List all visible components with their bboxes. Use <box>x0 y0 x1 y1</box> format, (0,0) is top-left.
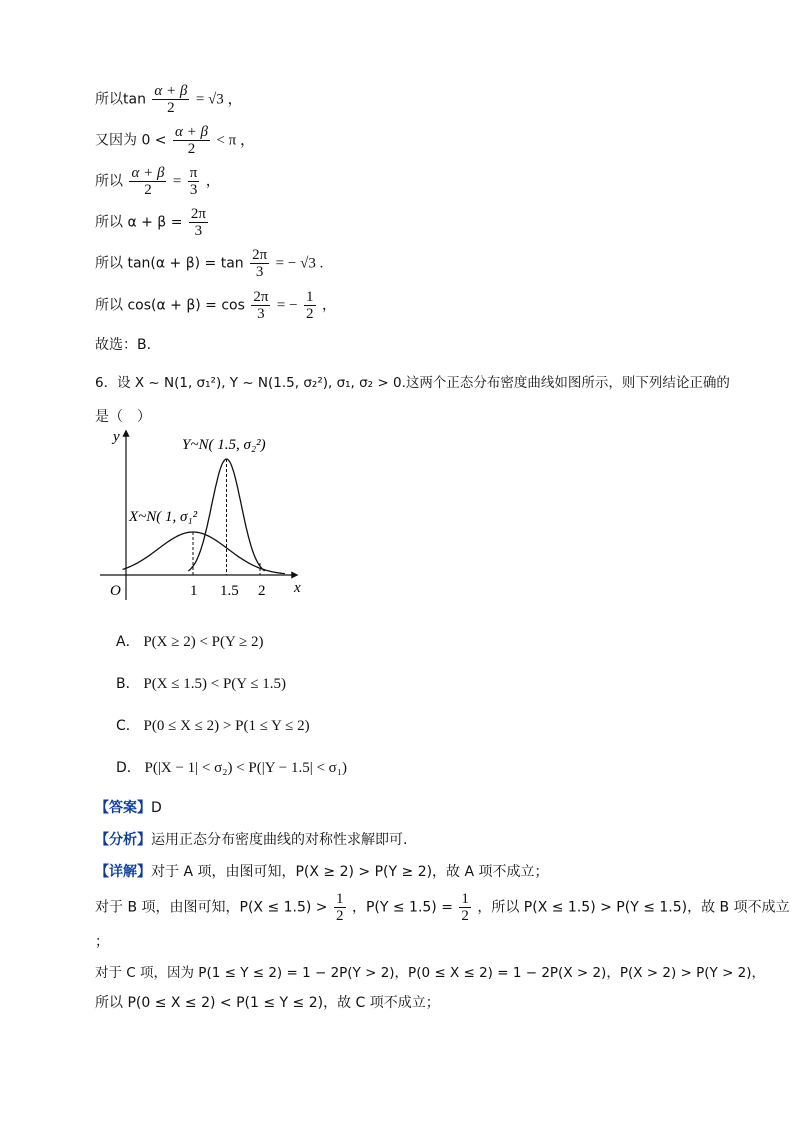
analysis-text: 运用正态分布密度曲线的对称性求解即可. <box>151 832 408 848</box>
option-d <box>116 757 347 777</box>
option-text: P(0 ≤ X ≤ 2) > P(1 ≤ Y ≤ 2) <box>143 718 310 734</box>
tick-label-1: 1 <box>190 583 198 599</box>
origin-label: O <box>110 583 121 599</box>
step-text: 所以 α + β = <box>95 214 183 231</box>
y-axis-label: y <box>113 429 120 445</box>
fraction: $\frac{1}{2}$ <box>461 891 469 924</box>
step-line-3 <box>95 165 220 198</box>
answer-text: D <box>151 800 162 816</box>
detail-text: 对于 A 项，由图可知，P(X ≥ 2) > P(Y ≥ 2)，故 A 项不成立； <box>151 864 549 880</box>
option-letter: D． <box>116 760 141 776</box>
fraction: $\frac{\alpha + \beta}{2}$ <box>175 124 208 157</box>
step-line-1 <box>95 83 243 116</box>
option-letter: C． <box>116 718 140 734</box>
option-text: P(X ≤ 1.5) < P(Y ≤ 1.5) <box>143 676 287 692</box>
analysis-line <box>95 829 407 849</box>
detail-b-wrap: ； <box>95 934 109 950</box>
step-text: ， <box>321 297 336 314</box>
equals-sign: = − <box>276 297 298 314</box>
option-text: P(|X − 1| < σ₂) < P(|Y − 1.5| < σ₁) <box>144 760 347 776</box>
question-line-2: 是（ ） <box>95 409 151 425</box>
step-text: 所以tan <box>95 91 146 108</box>
analysis-tag: 【分析】 <box>95 832 151 848</box>
option-text: P(X ≥ 2) < P(Y ≥ 2) <box>143 634 264 650</box>
detail-text: ，所以 P(X ≤ 1.5) > P(Y ≤ 1.5)，故 B 项不成立 <box>477 899 790 916</box>
detail-a-line <box>95 861 549 881</box>
step-text: ， <box>205 173 220 190</box>
option-b <box>116 673 286 693</box>
detail-tag: 【详解】 <box>95 864 151 880</box>
detail-b-line <box>95 891 790 924</box>
curve-x-label: X~N( 1, σ₁² <box>129 509 198 525</box>
choose-line: 故选：B. <box>95 337 152 353</box>
option-c <box>116 715 310 735</box>
step-text: = − √3 . <box>275 255 324 272</box>
step-text: 又因为 0 < <box>95 132 167 149</box>
answer-line <box>95 797 162 817</box>
fraction: $\frac{1}{2}$ <box>336 891 344 924</box>
step-line-5 <box>95 247 323 280</box>
option-letter: B． <box>116 676 140 692</box>
x-axis-label: x <box>294 580 301 596</box>
detail-text: ，P(Y ≤ 1.5) = <box>351 899 453 916</box>
step-line-2 <box>95 124 255 157</box>
equals-sign: = <box>172 173 182 190</box>
curve-y-label: Y~N( 1.5, σ₂²) <box>182 437 266 453</box>
step-text: = √3 ， <box>195 91 243 108</box>
step-text: < π ， <box>216 132 255 149</box>
step-line-6 <box>95 289 336 322</box>
option-letter: A． <box>116 634 140 650</box>
step-text: 所以 <box>95 173 123 190</box>
fraction: $\frac{2\pi}{3}$ <box>190 206 206 239</box>
fraction: $\frac{2\pi}{3}$ <box>253 289 269 322</box>
option-a <box>116 631 264 651</box>
detail-c-line-2: 所以 P(0 ≤ X ≤ 2) < P(1 ≤ Y ≤ 2)，故 C 项不成立； <box>95 995 440 1011</box>
fraction: $\frac{1}{2}$ <box>306 289 314 322</box>
normal-distribution-figure <box>95 425 315 605</box>
fraction: $\frac{\pi}{3}$ <box>189 165 198 198</box>
fraction: $\frac{\alpha + \beta}{2}$ <box>131 165 165 198</box>
fraction: $\frac{2\pi}{3}$ <box>252 247 268 280</box>
detail-c-line-1: 对于 C 项，因为 P(1 ≤ Y ≤ 2) = 1 − 2P(Y > 2)，P(0 ≤ X ≤ 2) = 1 − 2P(X > 2)，P(X > 2) > P(Y > 2)， <box>95 965 766 981</box>
step-line-4 <box>95 206 210 239</box>
question-line-1: 6．设 X ~ N(1, σ₁²), Y ~ N(1.5, σ₂²), σ₁, σ₂ > 0.这两个正态分布密度曲线如图所示，则下列结论正确的 <box>95 375 730 391</box>
detail-text: 对于 B 项，由图可知，P(X ≤ 1.5) > <box>95 899 328 916</box>
answer-tag: 【答案】 <box>95 800 151 816</box>
step-text: 所以 cos(α + β) = cos <box>95 297 245 314</box>
fraction: $\frac{\alpha + \beta}{2}$ <box>154 83 188 116</box>
tick-label-2: 2 <box>258 583 266 599</box>
step-text: 所以 tan(α + β) = tan <box>95 255 244 272</box>
tick-label-1-5: 1.5 <box>220 583 239 599</box>
